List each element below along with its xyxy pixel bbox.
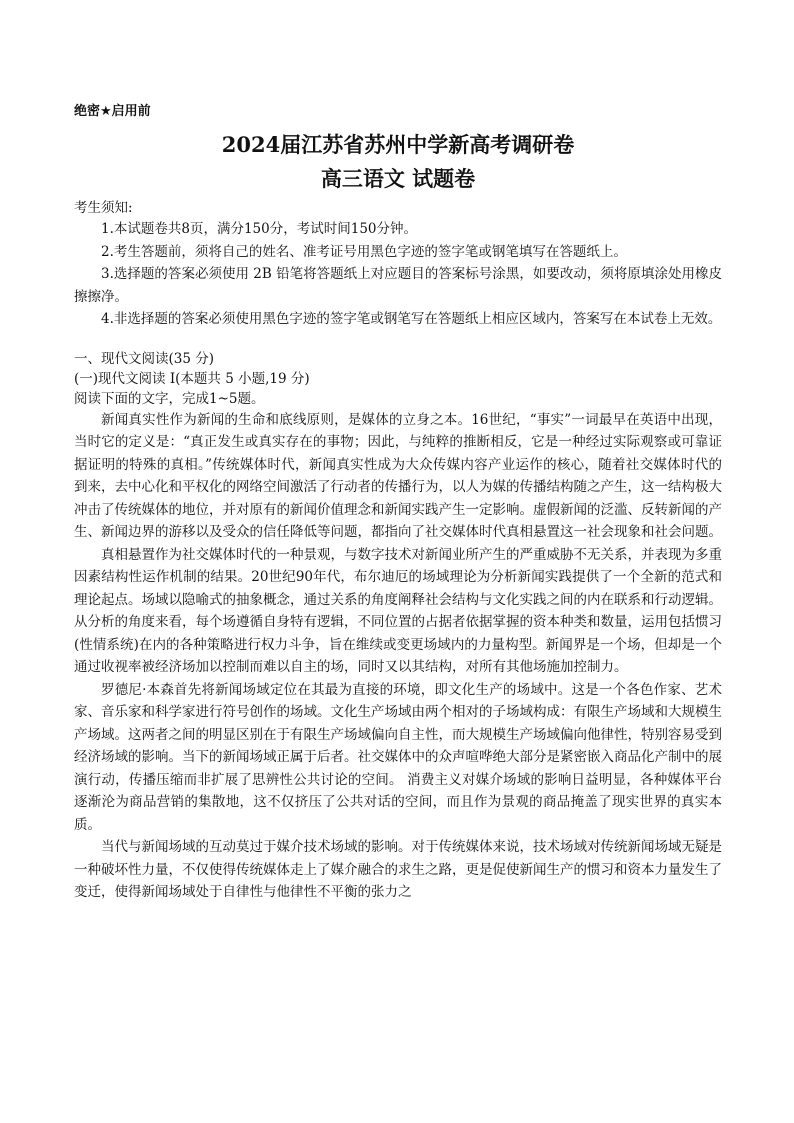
exam-notice <box>74 198 722 331</box>
exam-subtitle: 高三语文 试题卷 <box>320 166 476 191</box>
passage-paragraph-4: 当代与新闻场域的互动莫过于媒介技术场域的影响。对于传统媒体来说，技术场域对传统新闻场域无疑是一种破坏性力量，不仅使得传统媒体走上了媒介融合的求生之路，更是促使新闻生产的惯习和资本力量发生了变迁，使得新闻场域处于自律性与他律性不平衡的张力之 <box>74 839 722 900</box>
notice-item-1: 1.本试题卷共8页，满分150分，考试时间150分钟。 <box>101 221 418 237</box>
exam-page <box>74 102 722 904</box>
passage-paragraph-1: 新闻真实性作为新闻的生命和底线原则，是媒体的立身之本。16世纪，“事实”一词最早在英语中出现，当时它的定义是：“真正发生或真实存在的事物；因此，与纯粹的推断相反，它是一种经过实际观察或可靠证据证明的特殊的真相。”传统媒体时代，新闻真实性成为大众传媒内容产业运作的核心，随着社交媒体时代的到来，去中心化和平权化的网络空间激活了行动者的传播行为，以人为媒的传播结构随之产生，这一结构极大冲击了传统媒体的地位，并对原有的新闻价值理念和新闻实践产生一定影响。虚假新闻的泛滥、反转新闻的产生、新闻边界的游移以及受众的信任降低等问题，都指向了社交媒体时代真相悬置这一社会现象和社会问题。 <box>74 411 722 540</box>
passage-paragraph-3: 罗德尼·本森首先将新闻场域定位在其最为直接的环境，即文化生产的场域中。这是一个各色作家、艺术家、音乐家和科学家进行符号创作的场域。文化生产场域由两个相对的子场域构成：有限生产场域和大规模生产场域。这两者之间的明显区别在于有限生产场域偏向自主性，而大规模生产场域偏向他律性，特别容易受到经济场域的影响。当下的新闻场域正属于后者。社交媒体中的众声喧哗绝大部分是紧密嵌入商品化产制中的展演行动，传播压缩而非扩展了思辨性公共讨论的空间。 消费主义对媒介场域的影响日益明显，各种媒体平台逐渐沦为商品营销的集散地，这不仅挤压了公共对话的空间，而且作为景观的商品掩盖了现实世界的真实本质。 <box>74 681 722 833</box>
notice-item-3: 3.选择题的答案必须使用 2B 铅笔将答题纸上对应题目的答案标号涂黑，如要改动，须将原填涂处用橡皮擦擦净。 <box>74 266 722 305</box>
section-heading: 一、现代文阅读(35 分) <box>74 350 215 367</box>
reading-section <box>74 349 722 904</box>
section-instruction: 阅读下面的文字，完成1~5题。 <box>74 390 265 407</box>
notice-item-2: 2.考生答题前，须将自己的姓名、准考证号用黑色字迹的签字笔或钢笔填写在答题纸上。 <box>101 243 627 260</box>
passage-paragraph-2: 真相悬置作为社交媒体时代的一种景观，与数字技术对新闻业所产生的严重威胁不无关系，并表现为多重因素结构性运作机制的结果。20世纪90年代，布尔迪厄的场域理论为分析新闻实践提供了一个全新的范式和理论起点。场域以隐喻式的抽象概念，通过关系的角度阐释社会结构与文化实践之间的内在联系和行动逻辑。从分析的角度来看，每个场遵循自身特有逻辑，不同位置的占据者依据掌握的资本种类和数量，运用包括惯习(性情系统)在内的各种策略进行权力斗争，旨在维续或变更场域内的力量构型。新闻界是一个场，但却是一个通过收视率被经济场加以控制而难以自主的场，同时又以其结构，对所有其他场施加控制力。 <box>74 546 722 675</box>
exam-title: 2024届江苏省苏州中学新高考调研卷 <box>221 132 575 157</box>
notice-item-4: 4.非选择题的答案必须使用黑色字迹的签字笔或钢笔写在答题纸上相应区域内，答案写在本试卷上无效。 <box>101 311 722 327</box>
section-subheading: (一)现代文阅读 Ⅰ(本题共 5 小题,19 分) <box>74 370 310 387</box>
secret-label: 绝密★启用前 <box>74 104 151 119</box>
notice-heading: 考生须知: <box>74 200 133 216</box>
